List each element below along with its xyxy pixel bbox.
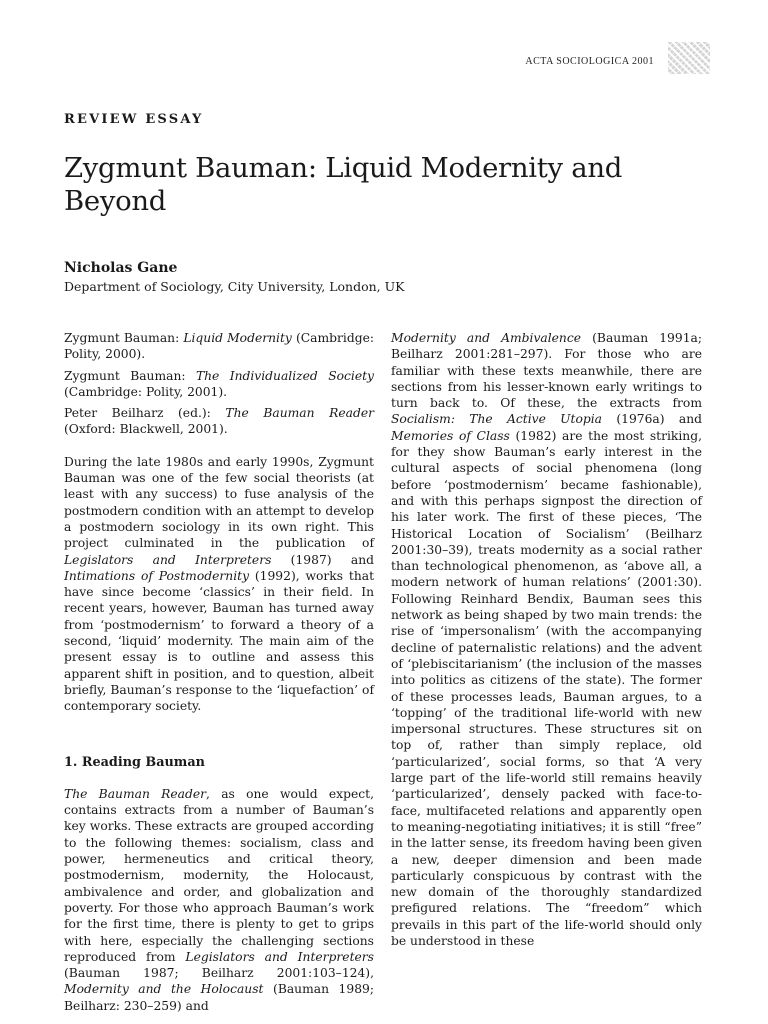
reviewed-book: Peter Beilharz (ed.): The Bauman Reader (Oxford: Blackwell, 2001).: [64, 406, 374, 437]
reviewed-book: Zygmunt Bauman: The Individualized Society (Cambridge: Polity, 2001).: [64, 368, 375, 399]
left-column: [64, 330, 374, 1014]
right-column: [391, 330, 702, 949]
running-header: [525, 42, 710, 74]
section-heading: 1. Reading Bauman: [64, 754, 205, 770]
reviewed-book: Zygmunt Bauman: Liquid Modernity (Cambridge: Polity, 2000).: [64, 331, 374, 362]
journal-logo: [668, 42, 710, 74]
section-label: REVIEW ESSAY: [64, 112, 204, 127]
intro-paragraph: During the late 1980s and early 1990s, Zygmunt Bauman was one of the few social theorists (at least with any success) to fuse analysis of the postmodern condition with an attempt to develop a postmodern sociology in its own right. This project culminated in the publication of Legislators and Interpreters (1987) and Intimations of Postmodernity (1992), works that have since become ‘classics’ in their field. In recent years, however, Bauman has turned away from ‘postmodernism’ to forward a theory of a second, ‘liquid’ modernity. The main aim of the present essay is to outline and assess this apparent shift in position, and to question, albeit briefly, Bauman’s response to the ‘liquefaction’ of contemporary society.: [64, 454, 375, 714]
body-paragraph: The Bauman Reader, as one would expect, contains extracts from a number of Bauman’s key works. These extracts are grouped according to the following themes: socialism, class and power, hermeneutics and critical theory, postmodernism, modernity, the Holocaust, ambivalence and order, and globalization and poverty. For those who approach Bauman’s work for the first time, there is plenty to get to grips with here, especially the challenging sections reproduced from Legislators and Interpreters (Bauman 1987; Beilharz 2001:103–124), Modernity and the Holocaust (Bauman 1989; Beilharz: 230–259) and: [64, 786, 374, 1013]
author-name: Nicholas Gane: [64, 260, 178, 276]
author-affiliation: Department of Sociology, City University, London, UK: [64, 279, 405, 294]
journal-name: ACTA SOCIOLOGICA 2001: [525, 55, 654, 67]
article-title: Zygmunt Bauman: Liquid Modernity and Beyond: [64, 152, 623, 217]
body-paragraph-continued: Modernity and Ambivalence (Bauman 1991a; Beilharz 2001:281–297). For those who are familiar with these texts meanwhile, there are sections from his lesser-known early writings to turn back to. Of these, the extracts from Socialism: The Active Utopia (1976a) and Memories of Class (1982) are the most striking, for they show Bauman’s early interest in the cultural aspects of social phenomena (long before ‘postmodernism’ became fashionable), and with this perhaps signpost the direction of his later work. The first of these pieces, ‘The Historical Location of Socialism’ (Beilharz 2001:30–39), treats modernity as a social rather than technological phenomenon, as ‘above all, a modern network of human relations’ (2001:30). Following Reinhard Bendix, Bauman sees this network as being shaped by two main trends: the rise of ‘impersonalism’ (with the accompanying decline of paternalistic relations) and the advent of ‘plebiscitarianism’ (the inclusion of the masses into politics as citizens of the state). The former of these processes leads, Bauman argues, to a ‘topping’ of the traditional life-world with new impersonal structures. These structures sit on top of, rather than simply replace, old ‘particularized’, social forms, so that ‘A very large part of the life-world still remains heavily ‘particularized’, densely packed with face-to-face, multifaceted relations and apparently open to meaning-negotiating initiatives; it is still “free” in the latter sense, its freedom having been given a new, deeper dimension and been made particularly conspicuous by contrast with the new domain of the thoroughly standardized prefigured relations. The “freedom” which prevails in this part of the life-world should only be understood in these: [391, 331, 702, 948]
